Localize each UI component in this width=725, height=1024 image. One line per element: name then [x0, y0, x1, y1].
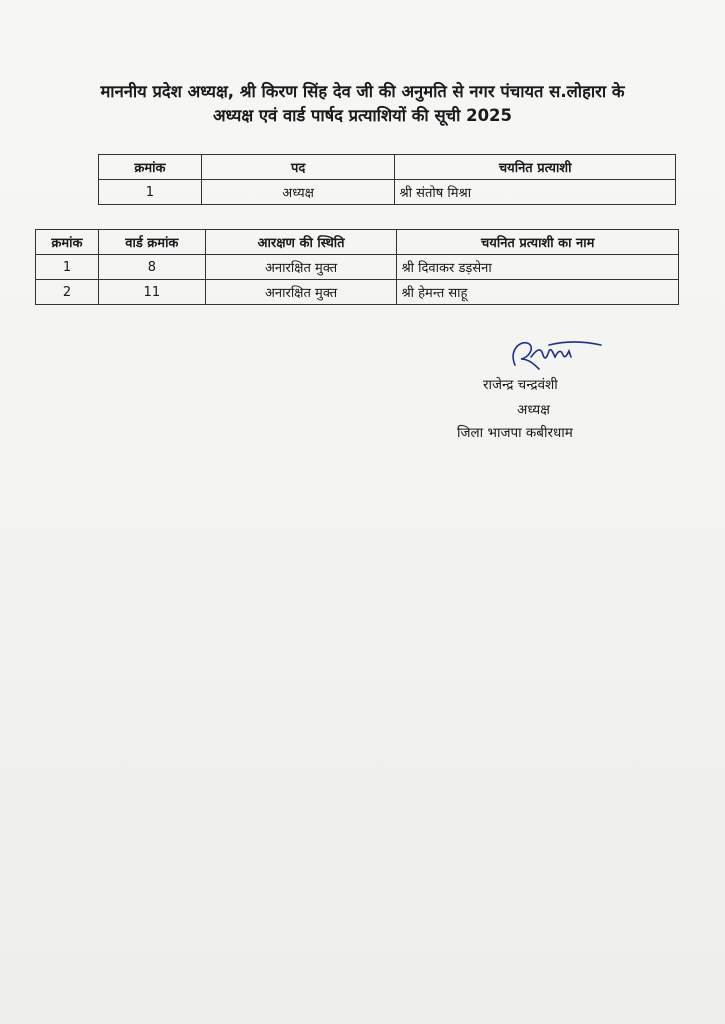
cell-ward-number: 11 [98, 280, 205, 305]
header-serial: क्रमांक [36, 230, 99, 255]
signatory-organization: जिला भाजपा कबीरधाम [457, 425, 573, 441]
header-selected-candidate: चयनित प्रत्याशी [395, 155, 676, 180]
title-line-1: माननीय प्रदेश अध्यक्ष, श्री किरण सिंह देव जी की अनुमति से नगर पंचायत स.लोहारा के [100, 82, 625, 101]
title-line-2: अध्यक्ष एवं वार्ड पार्षद प्रत्याशियों की सूची 2025 [212, 106, 513, 125]
handwritten-signature [505, 335, 605, 375]
header-post: पद [201, 155, 395, 180]
header-serial: क्रमांक [99, 155, 202, 180]
cell-post: अध्यक्ष [201, 180, 395, 205]
cell-reservation-status: अनारक्षित मुक्त [205, 280, 397, 305]
signatory-name: राजेन्द्र चन्द्रवंशी [483, 377, 558, 393]
cell-candidate: श्री संतोष मिश्रा [395, 180, 676, 205]
table-row [36, 255, 679, 280]
president-table-header-row [99, 155, 676, 180]
cell-serial: 2 [36, 280, 99, 305]
table-row [36, 280, 679, 305]
cell-serial: 1 [99, 180, 202, 205]
document-title [20, 80, 705, 128]
president-table [98, 154, 676, 205]
table-row [99, 180, 676, 205]
cell-reservation-status: अनारक्षित मुक्त [205, 255, 397, 280]
cell-candidate-name: श्री हेमन्त साहू [397, 280, 679, 305]
ward-candidates-table [35, 229, 679, 305]
header-reservation-status: आरक्षण की स्थिति [205, 230, 397, 255]
cell-candidate-name: श्री दिवाकर डड़सेना [397, 255, 679, 280]
header-candidate-name: चयनित प्रत्याशी का नाम [397, 230, 679, 255]
ward-table-header-row [36, 230, 679, 255]
header-ward-number: वार्ड क्रमांक [98, 230, 205, 255]
cell-ward-number: 8 [98, 255, 205, 280]
signatory-role: अध्यक्ष [517, 402, 550, 418]
cell-serial: 1 [36, 255, 99, 280]
